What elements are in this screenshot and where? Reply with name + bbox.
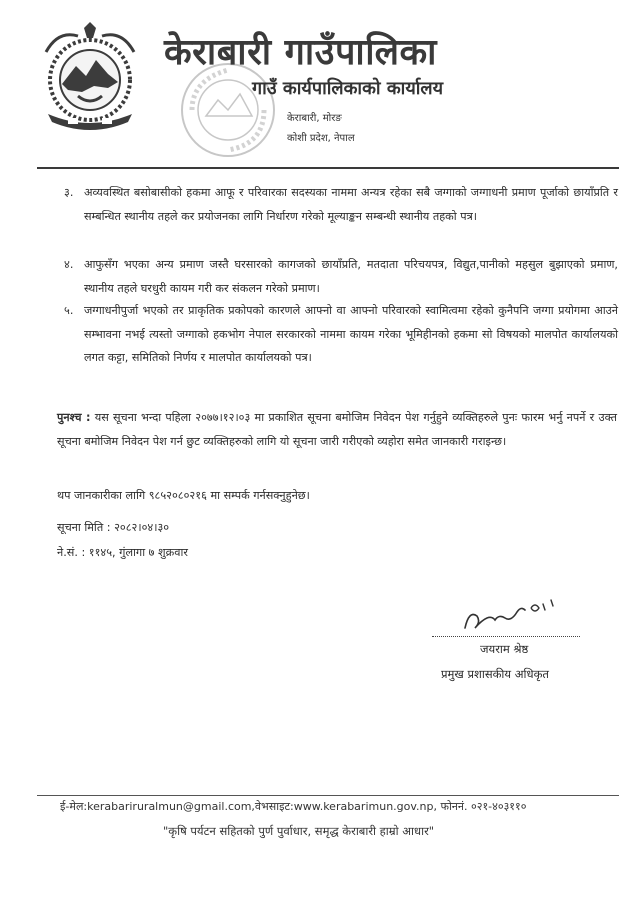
address-line-2: कोशी प्रदेश, नेपाल — [287, 133, 355, 144]
nepal-sambat-date: ने.सं. : ११४५, गुंलागा ७ शुक्रवार — [57, 546, 188, 559]
address-line-1: केराबारी, मोरङ — [287, 113, 342, 124]
signatory-title: प्रमुख प्रशासकीय अधिकृत — [441, 667, 549, 681]
list-item — [64, 181, 618, 228]
nepal-emblem-icon — [38, 22, 142, 132]
signature-mark — [455, 592, 565, 636]
item-number: ५. — [64, 304, 74, 317]
notice-date: सूचना मिति : २०८२।०४।३० — [57, 521, 170, 534]
item-number: ४. — [64, 258, 74, 271]
footer-motto: "कृषि पर्यटन सहितको पुर्ण पुर्वाधार, समृद्ध केराबारी हाम्रो आधार" — [163, 824, 435, 838]
footer-divider — [37, 795, 619, 796]
signature-line — [432, 636, 580, 637]
item-text: अव्यवस्थित बसोबासीको हकमा आफू र परिवारका सदस्यका नाममा अन्यत्र रहेका सबै जग्गाको जग्गाधनी प्रमाण पूर्जाको छायाँप्रति र सम्बन्धित स्थानीय तहले कर प्रयोजनका लागि निर्धारण गरेको मूल्याङ्कन सम्बन्धी स्थानीय तहको पत्र। — [84, 186, 618, 223]
item-text: जग्गाधनीपुर्जा भएको तर प्राकृतिक प्रकोपको कारणले आफ्नो वा आफ्नो परिवारको स्वामित्वमा रहेको कुनैपनि जग्गा प्रयोगमा आउने सम्भावना नभई त्यस्तो जग्गाको हकभोग नेपाल सरकारको नाममा कायम गरेका भूमिहीनको हकमा सो विषयको मालपोत कार्यालयको लगत कट्टा, समितिको निर्णय र मालपोत कार्यालयको पत्र। — [84, 304, 618, 364]
list-item — [64, 299, 618, 370]
signatory-name: जयराम श्रेष्ठ — [480, 642, 529, 656]
postscript-text: यस सूचना भन्दा पहिला २०७७।१२।०३ मा प्रकाशित सूचना बमोजिम निवेदन पेश गर्नुहुने व्यक्तिहरुले पुनः फारम भर्नु नपर्ने र उक्त सूचना बमोजिम निवेदन पेश गर्न छुट व्यक्तिहरुको लागि यो सूचना जारी गरीएको व्यहोरा समेत जानकारी गराइन्छ। — [57, 411, 617, 448]
contact-line: थप जानकारीका लागि ९८५२०८०२१६ मा सम्पर्क गर्नसक्नुहुनेछ। — [57, 489, 310, 502]
postscript-note — [57, 406, 617, 453]
item-number: ३. — [64, 186, 74, 199]
item-text: आफुसँग भएका अन्य प्रमाण जस्तै घरसारको कागजको छायाँप्रति, मतदाता परिचयपत्र, विद्युत,पानीको महसुल बुझाएको प्रमाण, स्थानीय तहले घरधुरी कायम गरी कर संकलन गरेको प्रमाण। — [84, 258, 618, 295]
footer-contact: ई-मेल:kerabariruralmun@gmail.com,वेभसाइट:www.kerabarimun.gov.np, फोननं. ०२१-४०३११० — [60, 800, 527, 813]
municipality-seal-icon — [178, 60, 278, 160]
header-divider — [37, 167, 619, 169]
list-item — [64, 253, 618, 300]
office-name: गाउँ कार्यपालिकाको कार्यालय — [252, 78, 444, 99]
postscript-label: पुनश्च : — [57, 411, 91, 424]
org-name: केराबारी गाउँपालिका — [164, 32, 437, 73]
